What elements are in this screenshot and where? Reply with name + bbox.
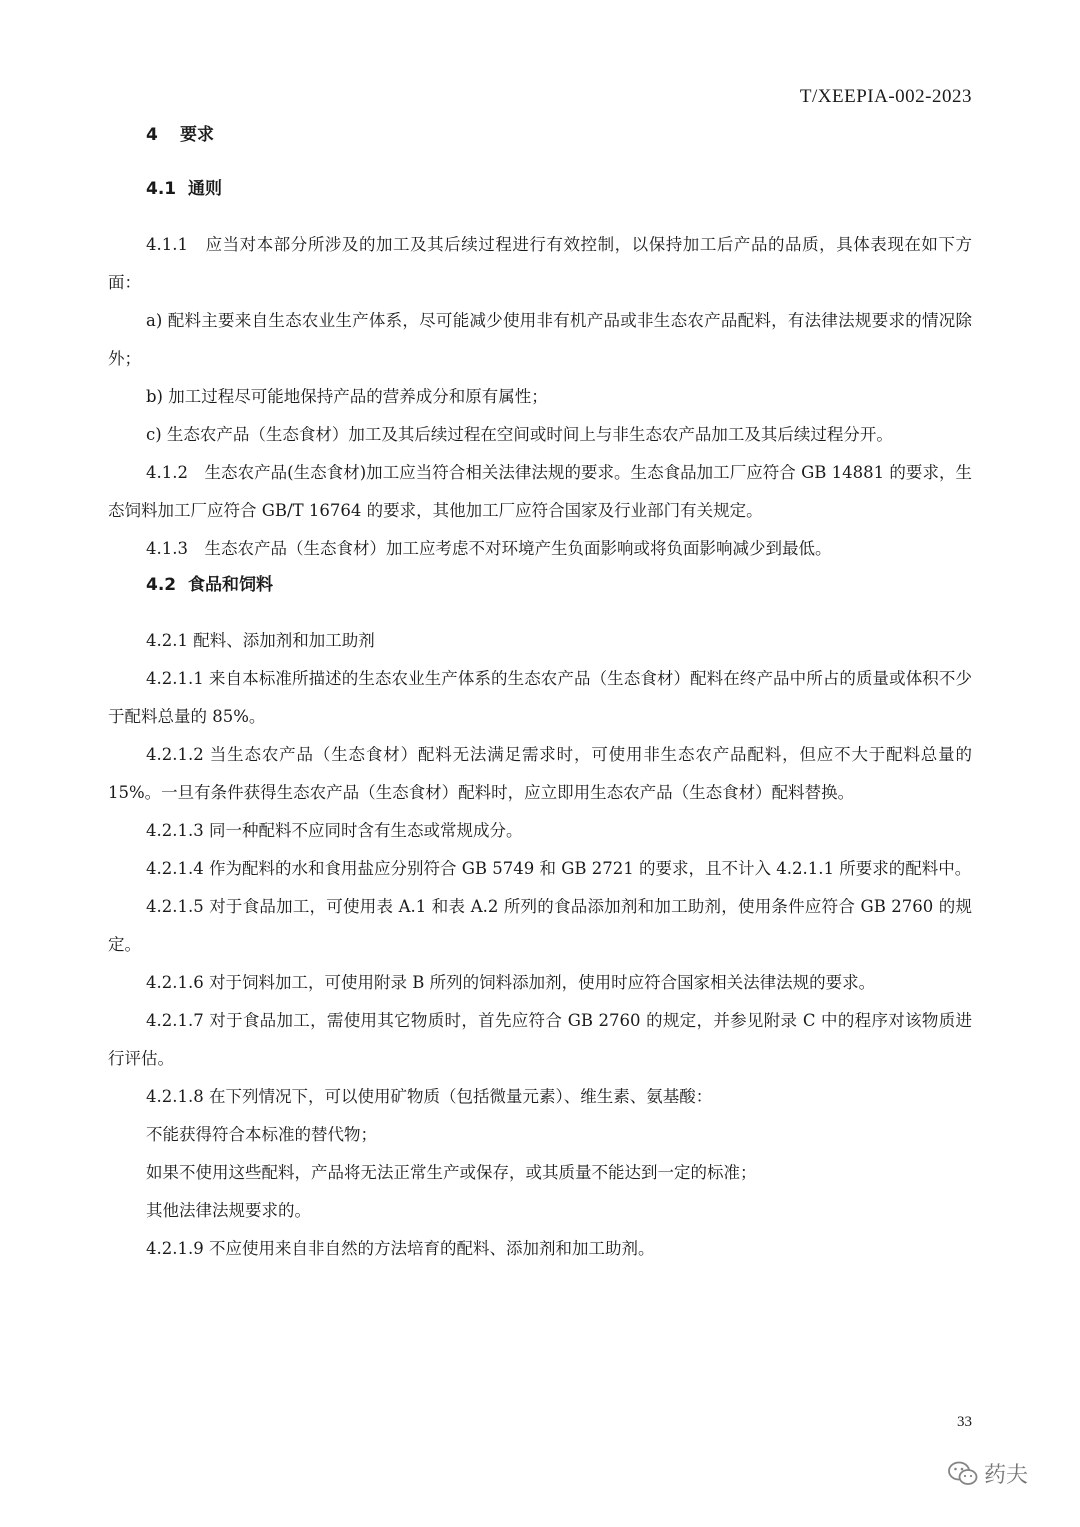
paragraph: 其他法律法规要求的。 [146, 1201, 311, 1220]
paragraph: 4.2.1.4 作为配料的水和食用盐应分别符合 GB 5749 和 GB 2721 的要求，且不计入 4.2.1.1 所要求的配料中。 [146, 859, 972, 878]
paragraph: 4.2.1.5 对于食品加工，可使用表 A.1 和表 A.2 所列的食品添加剂和加工助剂，使用条件应符合 GB 2760 的规定。 [108, 897, 972, 954]
section-number: 4.1 [146, 179, 177, 199]
paragraph: 4.2.1 配料、添加剂和加工助剂 [146, 631, 375, 650]
paragraph: a) 配料主要来自生态农业生产体系，尽可能减少使用非有机产品或非生态农产品配料，有法律法规要求的情况除外； [108, 311, 972, 368]
watermark [948, 1458, 1028, 1489]
section-title: 要求 [180, 125, 214, 145]
document-body [108, 118, 972, 1268]
paragraph: 4.2.1.2 当生态农产品（生态食材）配料无法满足需求时，可使用非生态农产品配料，但应不大于配料总量的 15%。一旦有条件获得生态农产品（生态食材）配料时，应立即用生态农产品（生态食材）配料替换。 [108, 745, 972, 802]
paragraph: 4.2.1.1 来自本标准所描述的生态农业生产体系的生态农产品（生态食材）配料在终产品中所占的质量或体积不少于配料总量的 85%。 [108, 669, 972, 726]
section-number: 4.2 [146, 575, 177, 595]
paragraph: 4.1.3 生态农产品（生态食材）加工应考虑不对环境产生负面影响或将负面影响减少到最低。 [146, 539, 832, 558]
section-title: 通则 [188, 179, 222, 199]
paragraph: 4.1.1 应当对本部分所涉及的加工及其后续过程进行有效控制，以保持加工后产品的品质，具体表现在如下方面： [108, 235, 972, 292]
paragraph: 不能获得符合本标准的替代物； [146, 1125, 377, 1144]
paragraph: 4.2.1.7 对于食品加工，需使用其它物质时，首先应符合 GB 2760 的规定，并参见附录 C 中的程序对该物质进行评估。 [108, 1011, 972, 1068]
watermark-text: 药夫 [984, 1463, 1029, 1488]
section-number: 4 [146, 125, 158, 145]
section-heading [108, 172, 972, 226]
paragraph: c) 生态农产品（生态食材）加工及其后续过程在空间或时间上与非生态农产品加工及其后续过程分开。 [146, 425, 893, 444]
paragraph: 如果不使用这些配料，产品将无法正常生产或保存，或其质量不能达到一定的标准； [146, 1163, 757, 1182]
section-heading [108, 118, 972, 172]
section-title: 食品和饲料 [188, 575, 273, 595]
paragraph: b) 加工过程尽可能地保持产品的营养成分和原有属性； [146, 387, 548, 406]
paragraph: 4.2.1.3 同一种配料不应同时含有生态或常规成分。 [146, 821, 523, 840]
paragraph: 4.1.2 生态农产品(生态食材)加工应当符合相关法律法规的要求。生态食品加工厂应符合 GB 14881 的要求，生态饲料加工厂应符合 GB/T 16764 的要求，其他加工厂应符合国家及行业部门有关规定。 [108, 463, 972, 520]
document-code: T/XEEPIA-002-2023 [799, 86, 972, 107]
paragraph: 4.2.1.8 在下列情况下，可以使用矿物质（包括微量元素）、维生素、氨基酸： [146, 1087, 713, 1106]
page-number: 33 [957, 1414, 972, 1430]
paragraph: 4.2.1.6 对于饲料加工，可使用附录 B 所列的饲料添加剂，使用时应符合国家相关法律法规的要求。 [146, 973, 876, 992]
wechat-icon [948, 1461, 978, 1487]
paragraph: 4.2.1.9 不应使用来自非自然的方法培育的配料、添加剂和加工助剂。 [146, 1239, 655, 1258]
section-heading [108, 568, 972, 622]
